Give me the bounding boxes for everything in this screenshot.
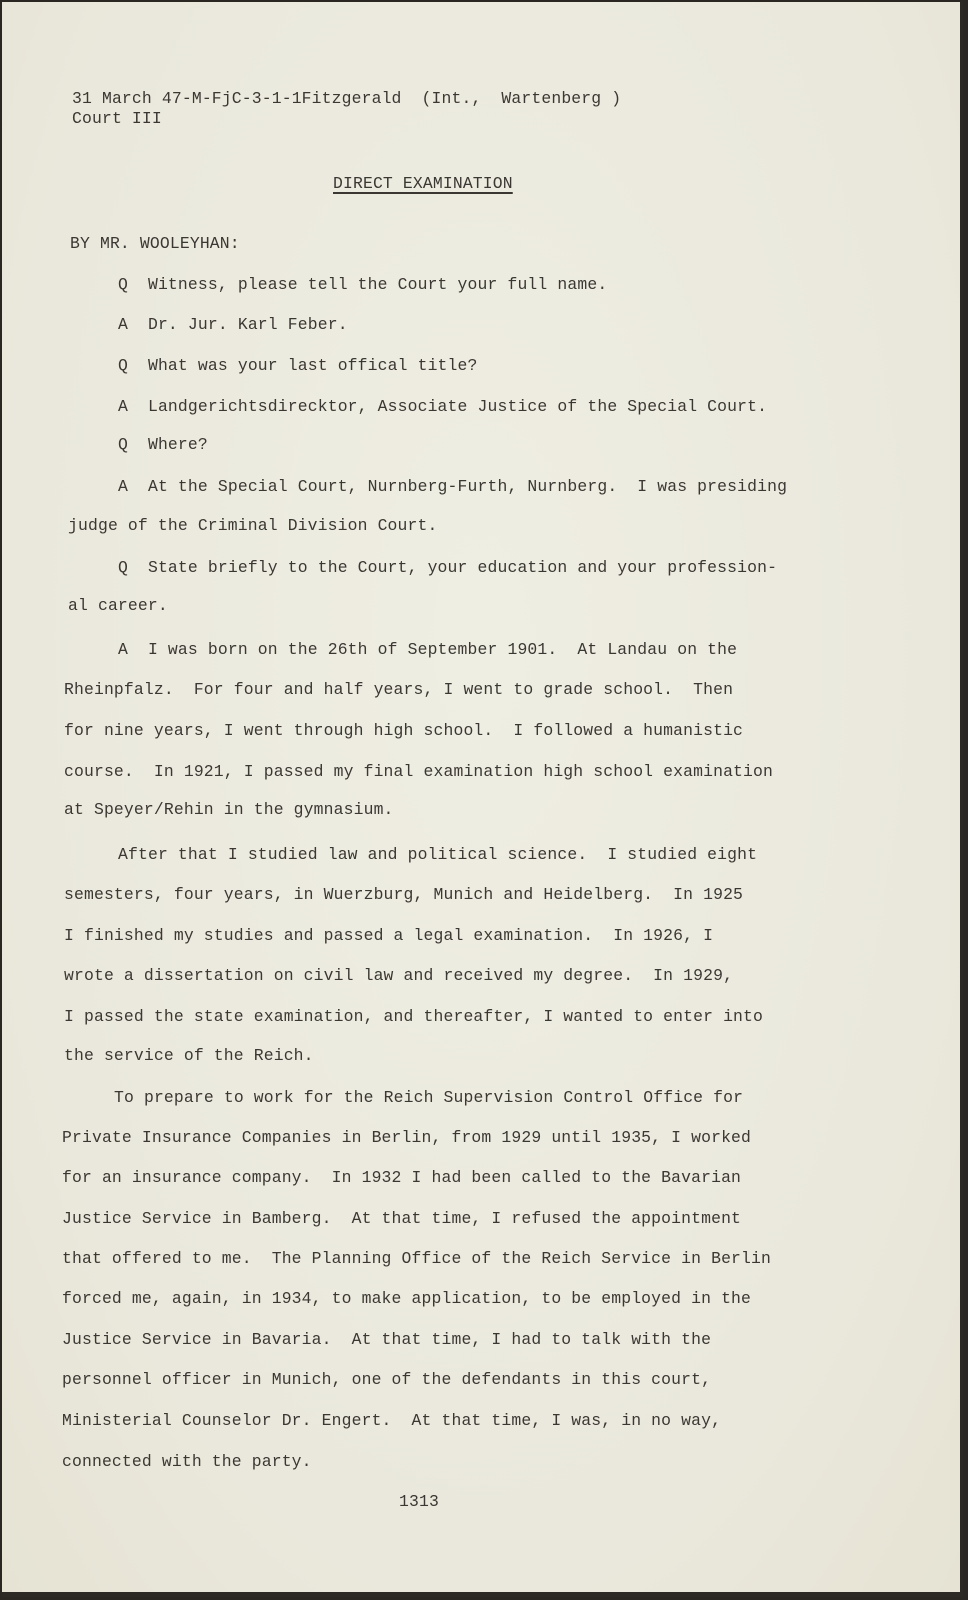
answer-line: semesters, four years, in Wuerzburg, Munich and Heidelberg. In 1925	[64, 885, 744, 904]
answer-line: judge of the Criminal Division Court.	[68, 516, 438, 535]
answer-line: Private Insurance Companies in Berlin, from 1929 until 1935, I worked	[62, 1128, 752, 1147]
answer-line: Ministerial Counselor Dr. Engert. At that time, I was, in no way,	[62, 1411, 722, 1430]
answer-line: forced me, again, in 1934, to make application, to be employed in the	[62, 1289, 752, 1308]
answer-line: A I was born on the 26th of September 1901. At Landau on the	[118, 640, 738, 659]
answer-line: personnel officer in Munich, one of the defendants in this court,	[62, 1370, 712, 1389]
answer-line: Justice Service in Bavaria. At that time, I had to talk with the	[62, 1330, 712, 1349]
question-line: Q Where?	[118, 435, 208, 454]
page-number: 1313	[399, 1492, 439, 1511]
answer-line: After that I studied law and political science. I studied eight	[118, 845, 758, 864]
answer-line: A At the Special Court, Nurnberg-Furth, Nurnberg. I was presiding	[118, 477, 788, 496]
answer-line: Rheinpfalz. For four and half years, I went to grade school. Then	[64, 680, 734, 699]
header-line-2: Court III	[72, 109, 162, 128]
answer-line: A Landgerichtsdirecktor, Associate Justice of the Special Court.	[118, 397, 768, 416]
question-line: Q State briefly to the Court, your education and your profession-	[118, 558, 778, 577]
answer-line: I finished my studies and passed a legal examination. In 1926, I	[64, 926, 714, 945]
answer-line: that offered to me. The Planning Office of the Reich Service in Berlin	[62, 1249, 772, 1268]
question-line: al career.	[68, 596, 168, 615]
question-line: Q What was your last offical title?	[118, 356, 478, 375]
answer-line: the service of the Reich.	[64, 1046, 314, 1065]
question-line: Q Witness, please tell the Court your full name.	[118, 275, 608, 294]
answer-line: connected with the party.	[62, 1452, 312, 1471]
answer-line: Justice Service in Bamberg. At that time, I refused the appointment	[62, 1209, 742, 1228]
answer-line: A Dr. Jur. Karl Feber.	[118, 315, 348, 334]
section-title: DIRECT EXAMINATION	[333, 174, 513, 193]
answer-line: course. In 1921, I passed my final examination high school examination	[64, 762, 774, 781]
answer-line: at Speyer/Rehin in the gymnasium.	[64, 800, 394, 819]
header-line-1: 31 March 47-M-FjC-3-1-1Fitzgerald (Int., Wartenberg )	[72, 89, 622, 108]
answer-line: for an insurance company. In 1932 I had been called to the Bavarian	[62, 1168, 742, 1187]
answer-line: for nine years, I went through high school. I followed a humanistic	[64, 721, 744, 740]
document-page	[2, 2, 963, 1597]
answer-line: wrote a dissertation on civil law and received my degree. In 1929,	[64, 966, 734, 985]
examiner-label: BY MR. WOOLEYHAN:	[70, 234, 240, 253]
answer-line: I passed the state examination, and thereafter, I wanted to enter into	[64, 1007, 764, 1026]
answer-line: To prepare to work for the Reich Supervision Control Office for	[114, 1088, 744, 1107]
